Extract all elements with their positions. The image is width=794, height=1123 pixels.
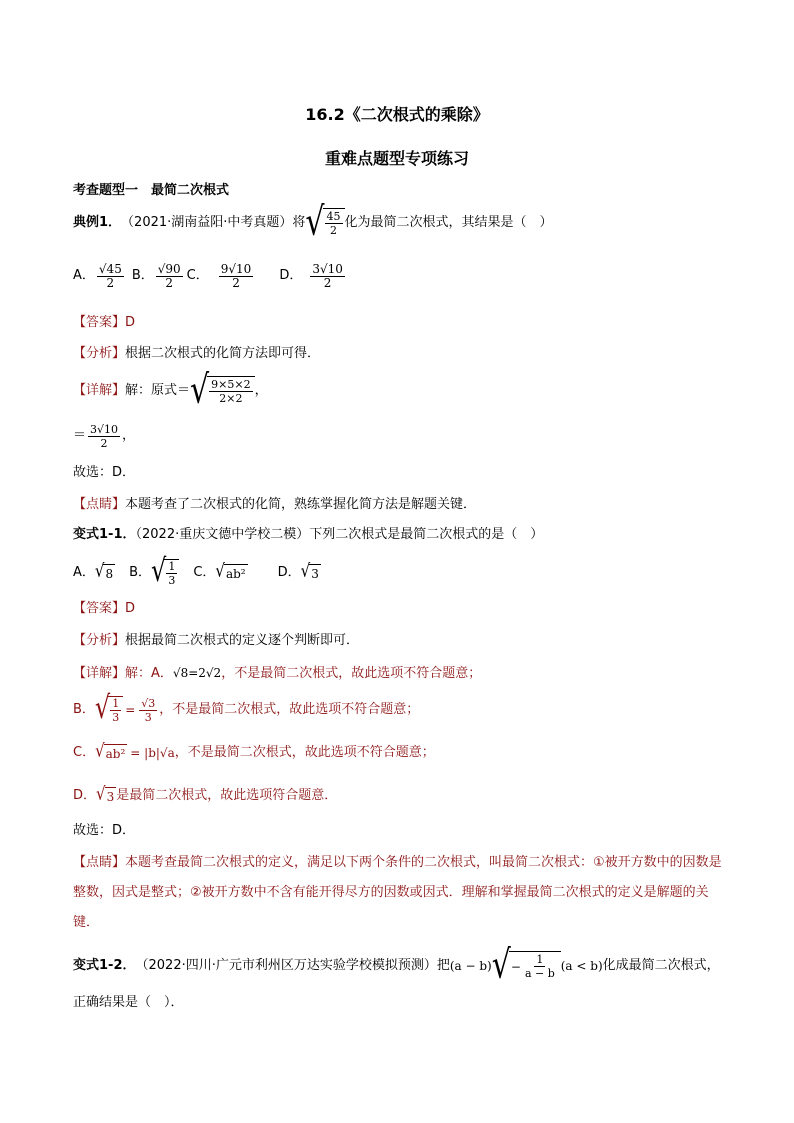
example-3-line2: 正确结果是（ ）．: [73, 995, 184, 1010]
example-1-comment: 【点睛】本题考查了二次根式的化简，熟练掌握化简方法是解题关键．: [73, 497, 477, 512]
example-1-analysis: 【分析】根据二次根式的化简方法即可得．: [73, 346, 321, 361]
example-1-label: 典例1．: [73, 215, 122, 230]
ex2-option-c-label: C．: [193, 565, 216, 580]
option-a-label: A．: [73, 268, 95, 283]
ex2-option-b-expr: √ $\frac{1}{3}$: [151, 559, 179, 587]
detail-radical: √ $\frac{9\times 5\times 2}{2\times 2}$: [190, 376, 255, 406]
page-title: 16.2《二次根式的乘除》: [305, 105, 489, 124]
example-1-choose: 故选：D．: [73, 465, 136, 480]
detail-b-radical: √ $\frac{1}{3}$: [95, 696, 123, 724]
example-1-source: （2021·湖南益阳·中考真题）将: [121, 215, 306, 230]
example-2-detail-b: B． √ $\frac{1}{3}$ = $\frac{√3}{3}$ ，不是最简二次根式，故此选项不符合题意；: [73, 689, 420, 726]
ex2-option-b-label: B．: [129, 565, 152, 580]
detail-d-radical: √ 3: [96, 782, 115, 804]
example-1-tail: 化为最简二次根式，其结果是（ ）: [344, 215, 553, 230]
example-1-result: ＝ $\frac{3√10}{2}$ ，: [73, 422, 136, 450]
example-2-detail-c: C． √ ab² = |b|√a ，不是最简二次根式，故此选项不符合题意；: [73, 739, 435, 761]
example-2-detail-d: D． √ 3 是最简二次根式，故此选项符合题意．: [73, 782, 338, 804]
detail-b-result: $\frac{√3}{3}$: [141, 696, 156, 724]
section-heading: 考查题型一 最简二次根式: [73, 183, 230, 198]
example-2-detail-a: 【详解】解：A．√8=2√2，不是最简二次根式，故此选项不符合题意；: [73, 666, 482, 681]
example-1-answer: 【答案】D: [73, 315, 136, 330]
option-b-expr: $\frac{√90}{2}$: [157, 261, 181, 290]
example-2-choose: 故选：D．: [73, 823, 136, 838]
page-subtitle: 重难点题型专项练习: [324, 149, 469, 168]
option-a-expr: $\frac{√45}{2}$: [98, 261, 122, 290]
result-fraction: $\frac{3√10}{2}$: [90, 422, 119, 450]
option-c-label: C．: [186, 268, 209, 283]
example-1-question: [73, 199, 553, 246]
ex2-option-d-label: D．: [277, 565, 301, 580]
ex2-option-c-expr: √ ab²: [215, 559, 246, 581]
example-3-radical: √ − $\frac{1}{a - b}$: [492, 951, 561, 981]
option-b-label: B．: [131, 268, 154, 283]
option-d-expr: $\frac{3√10}{2}$: [312, 261, 343, 290]
example-2-answer: 【答案】D: [73, 601, 136, 616]
option-d-label: D．: [279, 268, 303, 283]
ex2-option-a-expr: √ 8: [94, 559, 114, 581]
ex2-option-a-label: A．: [73, 565, 95, 580]
example-1-radical: √ $\frac{45}{2}$: [305, 208, 344, 238]
example-3-question: 变式1-2． （2022·四川·广元市利州区万达实验学校模拟预测）把 (a − b) √ − $\frac{1}{a - b}$ (a < b) 化成最简二次根式，: [73, 942, 720, 989]
example-1-options: [73, 256, 347, 296]
option-c-expr: $\frac{9√10}{2}$: [220, 261, 252, 290]
detail-c-radical: √ ab²: [95, 739, 126, 761]
example-1-detail: 【详解】 解：原式＝ √ $\frac{9\times 5\times 2}{2\times 2}$ ，: [73, 367, 268, 414]
example-2-options: [73, 552, 321, 590]
example-2-comment: 【点睛】本题考查最简二次根式的定义，满足以下两个条件的二次根式，叫最简二次根式：①被开方数中的因数是整数，因式是整式；②被开方数中不含有能开得尽方的因数或因式．理解和掌握最简二次根式的定义是解题的关键．: [73, 855, 722, 930]
example-2-analysis: 【分析】根据最简二次根式的定义逐个判断即可．: [73, 633, 360, 648]
ex2-option-d-expr: √ 3: [300, 559, 319, 581]
example-2-question: 变式1-1．（2022·重庆文德中学校二模）下列二次根式是最简二次根式的是（ ）: [73, 527, 544, 542]
